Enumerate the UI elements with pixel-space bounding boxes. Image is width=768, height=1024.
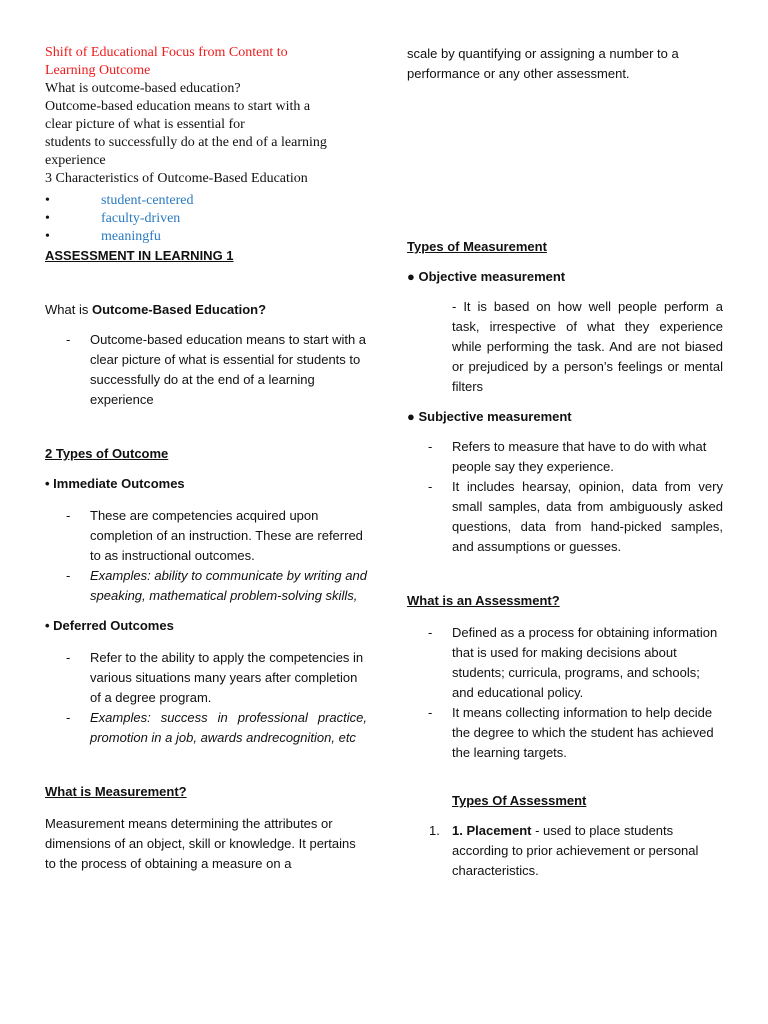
obe-definition-item: - Outcome-based education means to start with a clear picture of what is essential for students to successfully do at the end of a learning experience: [66, 332, 367, 407]
immediate-definition: These are competencies acquired upon completion of an instruction. These are referred to as instructional outcomes.: [90, 508, 363, 563]
types-of-assessment-heading: Types Of Assessment: [452, 793, 587, 808]
assessment-item: - It means collecting information to help decide the degree to which the student has achieved the learning targets.: [428, 705, 714, 760]
intro-definition-line3: students to successfully do at the end of a learning: [45, 135, 327, 150]
subjective-text: Refers to measure that have to do with what people say they experience.: [452, 439, 707, 474]
assessment-text: It means collecting information to help decide the degree to which the student has achieved the learning targets.: [452, 705, 714, 760]
intro-definition-line1: Outcome-based education means to start with a: [45, 99, 311, 114]
deferred-outcomes-heading: • Deferred Outcomes: [45, 618, 174, 633]
deferred-examples: Examples: success in professional practice, promotion in a job, awards andrecognition, etc: [90, 710, 367, 745]
types-of-outcome-heading: 2 Types of Outcome: [45, 446, 169, 461]
obe-question: What is Outcome-Based Education?: [45, 302, 267, 317]
section-title: ASSESSMENT IN LEARNING 1: [45, 248, 234, 263]
measurement-continuation: scale by quantifying or assigning a number to a performance or any other assessment.: [407, 46, 679, 81]
placement-number: 1.: [429, 823, 440, 838]
assessment-heading: What is an Assessment?: [407, 593, 560, 608]
intro-definition-line2: clear picture of what is essential for: [45, 117, 245, 132]
intro-question: What is outcome-based education?: [45, 81, 241, 96]
bullet-icon: •: [45, 193, 50, 208]
subjective-measurement-heading: ● Subjective measurement: [407, 409, 572, 424]
intro-block: [45, 44, 367, 246]
characteristic-label: meaningfu: [101, 229, 161, 244]
immediate-definition-item: - These are competencies acquired upon completion of an instruction. These are referred to as instructional outcomes.: [66, 508, 363, 563]
subjective-text: It includes hearsay, opinion, data from very small samples, data from ambiguously asked questions, data from hand-picked samples, and assumptions or guesses.: [452, 479, 723, 554]
intro-title-line2: Learning Outcome: [45, 63, 151, 78]
objective-definition: - It is based on how well people perform a task, irrespective of what they experience while performing the task. And are not biased or prejudiced by a person’s feelings or mental filters: [452, 299, 723, 394]
placement-text: - used to place students according to prior achievement or personal characteristics.: [452, 823, 699, 878]
placement-label: 1. Placement: [452, 823, 532, 838]
assessment-item: - Defined as a process for obtaining information that is used for making decisions about students; curricula, programs, and schools; and educational policy.: [428, 625, 718, 700]
left-column: [45, 44, 367, 874]
intro-definition-line4: experience: [45, 153, 106, 168]
deferred-definition: Refer to the ability to apply the competencies in various situations many years after completion of a degree program.: [90, 650, 364, 705]
deferred-definition-item: - Refer to the ability to apply the competencies in various situations many years after completion of a degree program.: [66, 650, 364, 705]
assessment-text: Defined as a process for obtaining information that is used for making decisions about students; curricula, programs, and schools; and educational policy.: [452, 625, 718, 700]
measurement-heading: What is Measurement?: [45, 784, 187, 799]
objective-measurement-heading: ● Objective measurement: [407, 269, 566, 284]
right-column: [407, 44, 723, 881]
measurement-definition: Measurement means determining the attributes or dimensions of an object, skill or knowledge. It pertains to the process of obtaining a measure on a: [45, 816, 356, 871]
characteristic-item: [45, 228, 367, 246]
subjective-item: - Refers to measure that have to do with what people say they experience.: [428, 439, 707, 474]
characteristic-item: [45, 210, 367, 228]
intro-title-line1: Shift of Educational Focus from Content to: [45, 45, 288, 60]
bullet-icon: •: [45, 211, 50, 226]
characteristic-item: [45, 192, 367, 210]
obe-definition: Outcome-based education means to start with a clear picture of what is essential for students to successfully do at the end of a learning experience: [90, 332, 367, 407]
characteristics-heading: 3 Characteristics of Outcome-Based Education: [45, 171, 308, 186]
subjective-item: - It includes hearsay, opinion, data from very small samples, data from ambiguously asked questions, data from hand-picked samples, and assumptions or guesses.: [428, 479, 723, 554]
immediate-examples: Examples: ability to communicate by writing and speaking, mathematical problem-solving skills,: [90, 568, 367, 603]
bullet-icon: •: [45, 229, 50, 244]
immediate-outcomes-heading: • Immediate Outcomes: [45, 476, 185, 491]
immediate-examples-item: - Examples: ability to communicate by writing and speaking, mathematical problem-solving skills,: [66, 568, 367, 603]
characteristic-label: student-centered: [101, 193, 194, 208]
types-of-measurement-heading: Types of Measurement: [407, 239, 547, 254]
deferred-examples-item: - Examples: success in professional practice, promotion in a job, awards andrecognition, etc: [66, 710, 367, 745]
characteristic-label: faculty-driven: [101, 211, 181, 226]
placement-item: [407, 821, 723, 881]
